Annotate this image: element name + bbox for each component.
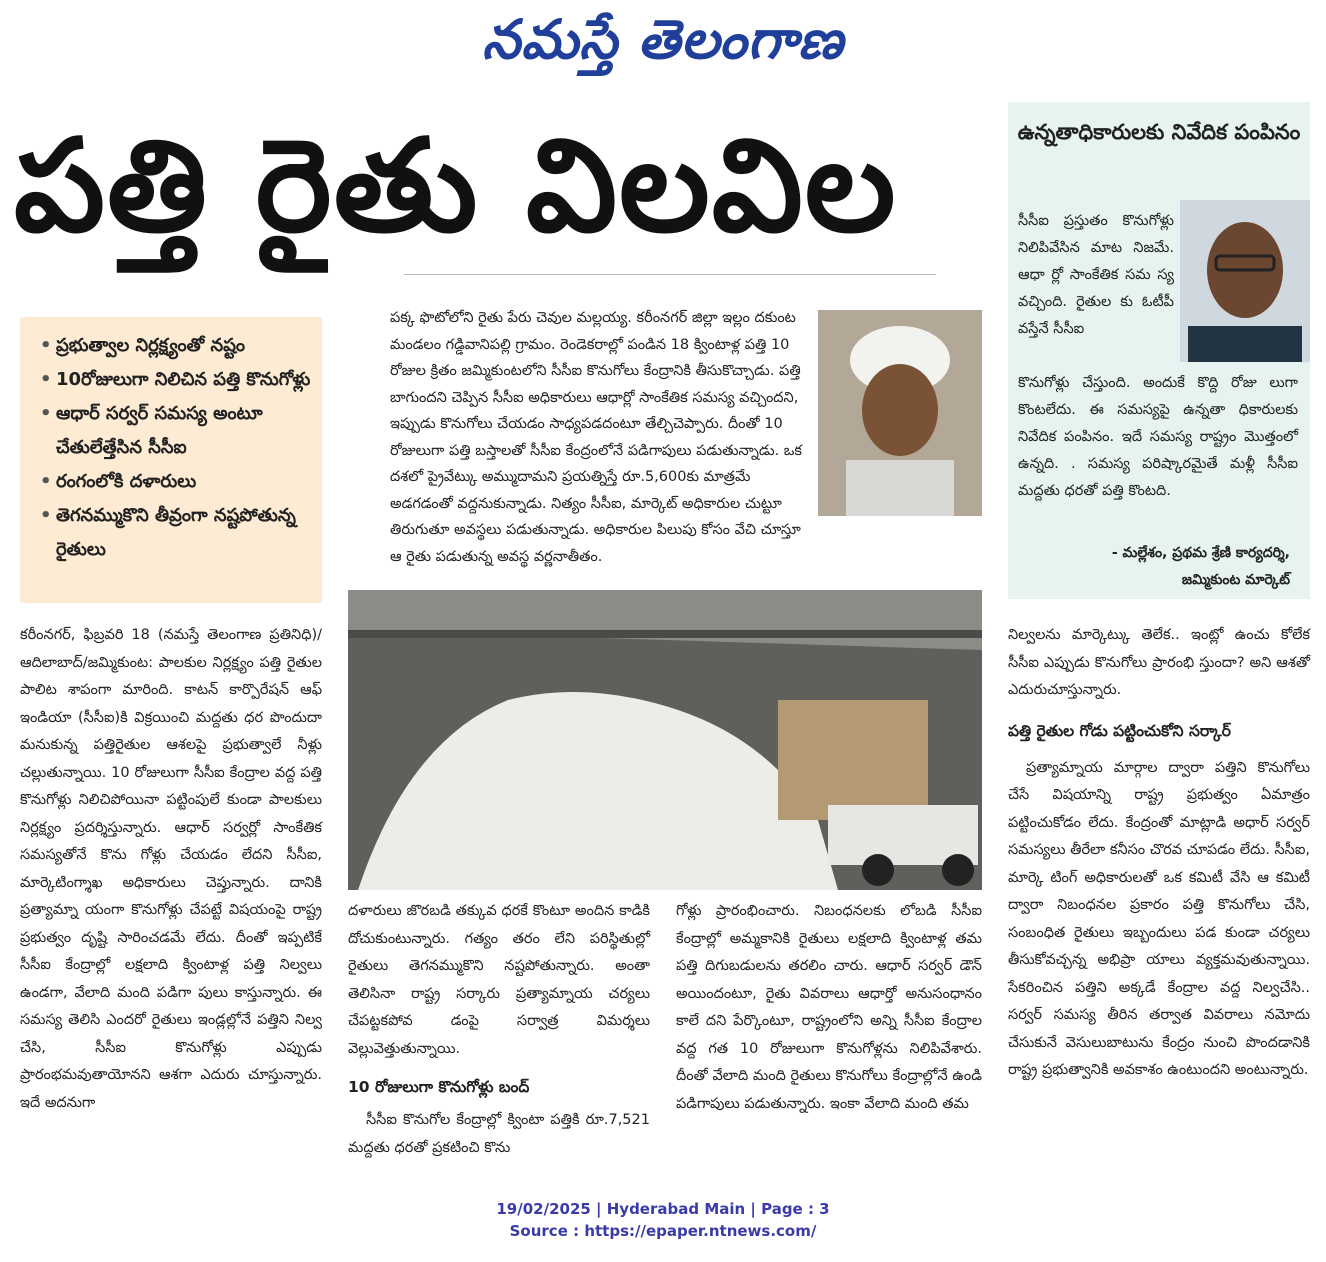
signature-place: జమ్మికుంట మార్కెట్ — [1181, 572, 1290, 588]
newspaper-masthead: నమస్తే తెలంగాణ — [482, 8, 844, 71]
signature-name: - మల్లేశం, ప్రథమ శ్రేణి కార్యదర్శి, — [1111, 545, 1290, 561]
article-column-3: గోళ్లు ప్రారంభించారు. నిబంధనలకు లోబడి సీసీఐ కేంద్రాల్లో అమ్మకానికి రైతులు లక్షలాది క్వింటాళ్ల తమ పత్తి దిగుబడులను తరలిం చారు. ఆధార్ సర్వర్ డౌన్ అయిందంటూ, రైతు వివరాలు ఆధార్తో అనుసంధానం కాలే దని పేర్కొంటూ, రాష్ట్రంలోని అన్ని సీసీఐ కేంద్రాల వద్ద గత 10 రోజులుగా కొనుగోళ్లను నిలిపివేశారు. దీంతో వేలాది మంది రైతులు కొనుగోలు కేంద్రాల్లోనే ఉండి పడిగాపులు పడుతున్నారు. ఇంకా వేలాది మంది తమ — [676, 903, 982, 1112]
highlights-list — [20, 317, 322, 567]
interview-quote-top: సీసీఐ ప్రస్తుతం కొనుగోళ్లు నిలిపివేసిన మాట నిజమే. ఆధా ర్లో సాంకేతిక సమ స్య వచ్చింది. రైతుల కు ఓటీపీ వస్తేనే సీసీఐ — [1018, 213, 1174, 337]
page-headline: పత్తి రైతు విలవిల — [14, 112, 898, 261]
cotton-yard-icon — [348, 590, 982, 890]
column-2-subhead: 10 రోజులుగా కొనుగోళ్లు బంద్ — [348, 1078, 530, 1096]
column-4-text: ప్రత్యామ్నాయ మార్గాల ద్వారా పత్తిని కొనుగోలు చేసే విషయాన్ని రాష్ట్ర ప్రభుత్వం ఏమాత్రం పట్టించుకోడం లేదు. కేంద్రంతో మాట్లాడి అధార్ సర్వర్ సమస్యలు తీరేలా కనీసం చొరవ చూపడం లేదు. సీసీఐ, మార్కె టింగ్ అధికారులతో ఒక కమిటీ వేసి ఆ కమిటీ ద్వారా నిబంధనల ప్రకారం పత్తి కొనుగోలు చేసి, సంబంధిత రైతులు ఇబ్బందులు పడ కుండా చర్యలు తీసుకోవచ్చన్న అభిప్రా యాలు వ్యక్తమవుతున్నాయి. సేకరించిన పత్తిని అక్కడే కేంద్రాల వద్ద నిల్వచేసి.. సర్వర్ సమస్య తీరిన తర్వాత వివరాలు నమోదు చేసుకునే వెసులుబాటును కేంద్రం నుంచి పొందడానికి రాష్ట్ర ప్రభుత్వానికి అవకాశం ఉంటుందని అంటున్నారు. — [1008, 759, 1310, 1078]
column-4-subhead: పత్తి రైతుల గోడు పట్టించుకోని సర్కార్ — [1008, 721, 1231, 740]
farmer-caption: పక్క ఫొటోలోని రైతు పేరు చెవుల మల్లయ్య. కరీంనగర్ జిల్లా ఇల్లం దకుంట మండలం గడ్డివానిపల్లి గ్రామం. రెండెకరాల్లో పండిన 18 క్వింటాళ్ల పత్తి 10 రోజుల క్రితం జమ్మికుంటలోని సీసీఐ కొనుగోలు కేంద్రానికి తీసుకొచ్చాడు. పత్తి బాగుందని చెప్పిన సీసీఐ అధికారులు ఆధార్లో సాంకేతిక సమస్య వచ్చిందని, ఇప్పుడు కొనుగోలు చేయడం సాధ్యపడదంటూ తేల్చిచెప్పారు. దీంతో 10 రోజులుగా పత్తి బస్తాలతో సీసీఐ కేంద్రంలోనే పడిగాపులు పడుతున్నాడు. ఒక దశలో ప్రైవేట్కు అమ్ముదామని ప్రయత్నిస్తే రూ.5,600కు మాత్రమే అడగడంతో వద్దనుకున్నాడు. నిత్యం సీసీఐ, మార్కెట్ అధికారుల చుట్టూ తిరుగుతూ అవస్థలు పడుతున్నాడు. అధికారుల పిలుపు కోసం వేచి చూస్తూ ఆ రైతు పడుతున్న అవస్థ వర్ణనాతీతం. — [390, 310, 802, 565]
footer-source-link[interactable]: Source : https://epaper.ntnews.com/ — [509, 1222, 817, 1240]
footer-date-edition: 19/02/2025 | Hyderabad Main | Page : 3 — [496, 1200, 830, 1218]
article-column-4 — [1008, 622, 1310, 1085]
column-4-top-text: నిల్వలను మార్కెట్కు తెలేక.. ఇంట్లో ఉంచు కోలేక సీసీఐ ఎప్పుడు కొనుగోలు ప్రారంభి స్తుందా? అని ఆశతో ఎదురుచూస్తున్నారు. — [1008, 627, 1310, 698]
page-footer — [0, 1198, 1326, 1242]
official-portrait-icon — [1180, 200, 1310, 362]
interview-title: ఉన్నతాధికారులకు నివేదిక పంపినం — [1017, 120, 1301, 144]
headline-divider — [404, 274, 936, 275]
official-photo — [1180, 200, 1310, 362]
farmer-portrait-icon — [818, 310, 982, 516]
highlights-box — [20, 317, 322, 603]
cotton-heap-photo — [348, 590, 982, 890]
highlight-item: • ప్రభుత్వాల నిర్లక్ష్యంతో నష్టం — [40, 329, 314, 363]
column-2-continuation: సీసీఐ కొనుగోల కేంద్రాల్లో క్వింటా పత్తికి రూ.7,521 మద్దతు ధరతో ప్రకటించి కొను — [348, 1112, 650, 1156]
interview-quote-bottom: కొనుగోళ్లు చేస్తుంది. అందుకే కొద్ది రోజు లుగా కొంటలేదు. ఈ సమస్యపై ఉన్నతా ధికారులకు నివేదిక పంపినం. ఇదే సమస్య రాష్ట్రం మొత్తంలో ఉన్నది. . సమస్య పరిష్కారమైతే మళ్లీ సీసీఐ మద్దతు ధరతో పత్తి కొంటది. — [1018, 375, 1298, 499]
interview-signature — [1018, 540, 1290, 594]
highlight-item: • రంగంలోకి దళారులు — [40, 465, 314, 499]
highlight-item: • ఆధార్ సర్వర్ సమస్య అంటూ చేతులేత్తేసిన సీసీఐ — [40, 397, 314, 465]
article-column-1: కరీంనగర్, ఫిబ్రవరి 18 (నమస్తే తెలంగాణ ప్రతినిధి)/ఆదిలాబాద్/జమ్మికుంట: పాలకుల నిర్లక్ష్యం పత్తి రైతుల పాలిట శాపంగా మారింది. కాటన్ కార్పొరేషన్ ఆఫ్ ఇండియా (సీసీఐ)కి విక్రయించి మద్దతు ధర పొందుదా మనుకున్న పత్తిరైతుల ఆశలపై ప్రభుత్వాలే నీళ్లు చల్లుతున్నాయి. 10 రోజులుగా సీసీఐ కేంద్రాల వద్ద పత్తి కొనుగోళ్లు నిలిచిపోయినా పట్టింపులే కుండా పాలకులు నిర్లక్ష్యం ప్రదర్శిస్తున్నారు. ఆధార్ సర్వర్లో సాంకేతిక సమస్యతోనే కొను గోళ్లు చేయడం లేదని సీసీఐ, మార్కెటింగ్శాఖ అధికారులు చెప్తున్నారు. దానికి ప్రత్యామ్నా యంగా కొనుగోళ్లు చేపట్టే విషయంపై రాష్ట్ర ప్రభుత్వం దృష్టి సారించడమే లేదు. దీంతో ఇప్పటికే సీసీఐ కేంద్రాల్లో లక్షలాది క్వింటాళ్ల పత్తి నిల్వలు ఉండగా, వేలాది మంది పడిగా పులు కాస్తున్నారు. ఈ సమస్య తెలిసి ఎందరో రైతులు ఇండ్లల్లోనే పత్తిని నిల్వ చేసి, సీసీఐ కొనుగోళ్లు ఎప్పుడు ప్రారంభమవుతాయోనని ఆశగా ఎదురు చూస్తున్నారు. ఇదే అదనుగా — [20, 627, 322, 1111]
highlight-item: • 10రోజులుగా నిలిచిన పత్తి కొనుగోళ్లు — [40, 363, 314, 397]
column-2-text: దళారులు జొరబడి తక్కువ ధరకే కొంటూ అందిన కాడికి దోచుకుంటున్నారు. గత్యం తరం లేని పరిస్థితుల్లో రైతులు తెగనమ్ముకొని నష్టపోతున్నారు. అంతా తెలిసినా రాష్ట్ర సర్కారు ప్రత్యామ్నాయ చర్యలు చేపట్టకపోవ డంపై సర్వాత్ర విమర్శలు వెల్లువెత్తుతున్నాయి. — [348, 903, 650, 1057]
article-column-2 — [348, 898, 650, 1162]
highlight-item: • తెగనమ్ముకొని తీవ్రంగా నష్టపోతున్న రైతులు — [40, 499, 314, 567]
farmer-photo — [818, 310, 982, 516]
